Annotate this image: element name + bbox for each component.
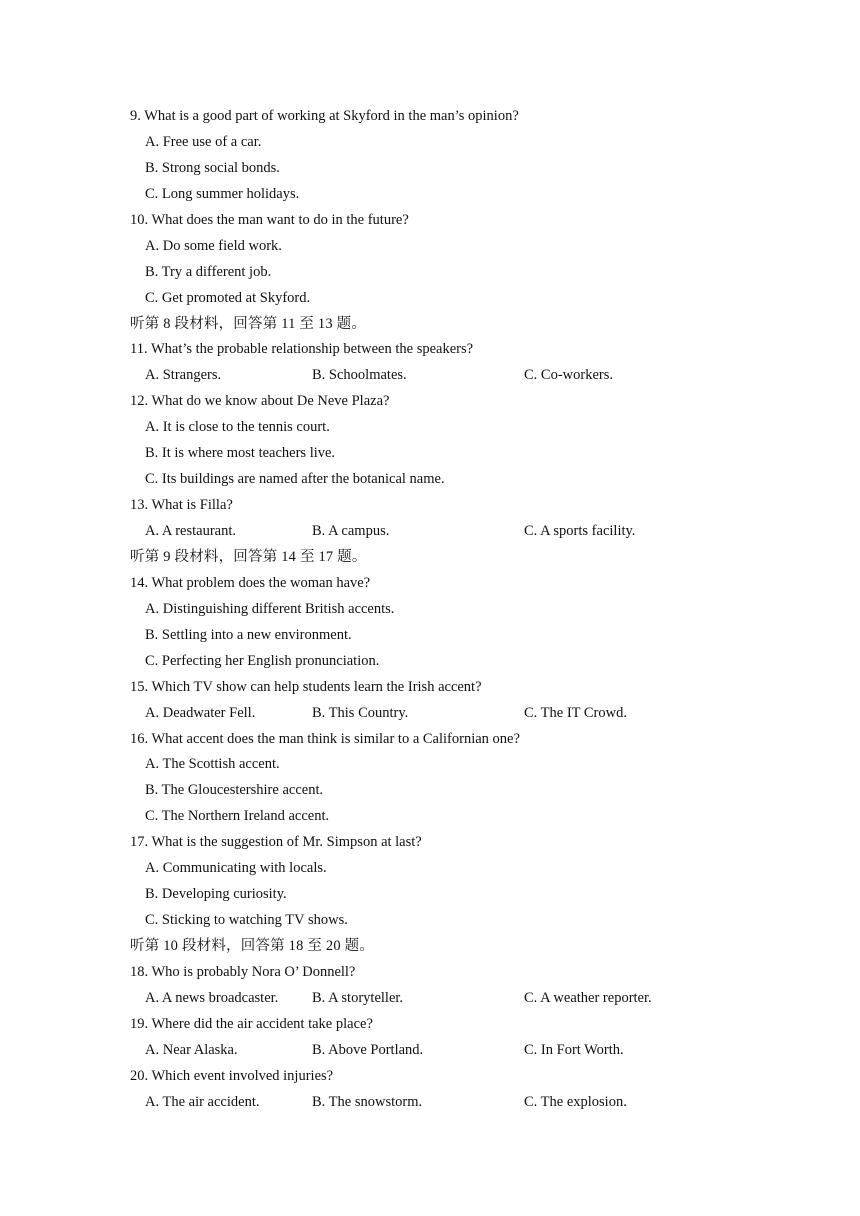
option-17c: C. Sticking to watching TV shows. [145,912,348,929]
option-12c: C. Its buildings are named after the botanical name. [145,471,445,488]
option-14b: B. Settling into a new environment. [145,626,352,643]
option-17a: A. Communicating with locals. [145,860,327,877]
option-20b: B. The snowstorm. [312,1093,423,1110]
option-16b: B. The Gloucestershire accent. [145,782,324,799]
question-16: 16. What accent does the man think is similar to a Californian one? [130,730,520,747]
option-15b: B. This Country. [312,704,409,721]
question-19: 19. Where did the air accident take place? [130,1015,373,1032]
option-19a: A. Near Alaska. [145,1041,238,1058]
option-16a: A. The Scottish accent. [145,756,280,773]
option-13a: A. A restaurant. [145,523,237,539]
question-18: 18. Who is probably Nora O’ Donnell? [130,963,356,980]
option-20c: C. The explosion. [524,1093,627,1110]
option-15a: A. Deadwater Fell. [145,704,256,721]
question-15: 15. Which TV show can help students learn the Irish accent? [130,678,482,695]
options-row-18 [130,986,770,1012]
options-row-13 [130,519,770,545]
question-13: 13. What is Filla? [130,497,233,514]
section-instruction-9: 听第 9 段材料，回答第 14 至 17 题。 [130,548,367,565]
option-16c: C. The Northern Ireland accent. [145,808,330,825]
option-14a: A. Distinguishing different British accents. [145,600,395,617]
option-13c: C. A sports facility. [524,523,636,539]
options-row-20 [130,1090,770,1116]
option-14c: C. Perfecting her English pronunciation. [145,652,380,669]
options-row-15 [130,701,770,727]
question-10: 10. What does the man want to do in the future? [130,211,409,228]
option-10b: B. Try a different job. [145,263,272,280]
option-11a: A. Strangers. [145,367,222,384]
question-17: 17. What is the suggestion of Mr. Simpson at last? [130,834,422,851]
option-11b: B. Schoolmates. [312,367,407,384]
option-18c: C. A weather reporter. [524,989,652,1006]
exam-page [130,104,770,1116]
option-15c: C. The IT Crowd. [524,704,627,721]
option-12b: B. It is where most teachers live. [145,445,336,462]
option-18b: B. A storyteller. [312,989,404,1006]
option-9a: A. Free use of a car. [145,133,262,150]
options-row-19 [130,1038,770,1064]
option-12a: A. It is close to the tennis court. [145,419,330,436]
option-10c: C. Get promoted at Skyford. [145,289,311,306]
option-19c: C. In Fort Worth. [524,1041,624,1058]
option-11c: C. Co-workers. [524,367,614,384]
section-instruction-8: 听第 8 段材料，回答第 11 至 13 题。 [130,315,367,332]
option-9c: C. Long summer holidays. [145,185,300,202]
question-11: 11. What’s the probable relationship between the speakers? [130,341,474,358]
question-12: 12. What do we know about De Neve Plaza? [130,393,390,410]
question-20: 20. Which event involved injuries? [130,1067,334,1084]
option-10a: A. Do some field work. [145,237,282,254]
section-instruction-10: 听第 10 段材料，回答第 18 至 20 题。 [130,938,375,954]
option-18a: A. A news broadcaster. [145,989,279,1006]
option-19b: B. Above Portland. [312,1041,424,1058]
option-13b: B. A campus. [312,523,390,539]
option-20a: A. The air accident. [145,1093,260,1110]
question-9: 9. What is a good part of working at Skyford in the man’s opinion? [130,108,519,124]
options-row-11 [130,363,770,389]
question-14: 14. What problem does the woman have? [130,574,371,591]
option-9b: B. Strong social bonds. [145,159,280,176]
option-17b: B. Developing curiosity. [145,886,287,903]
